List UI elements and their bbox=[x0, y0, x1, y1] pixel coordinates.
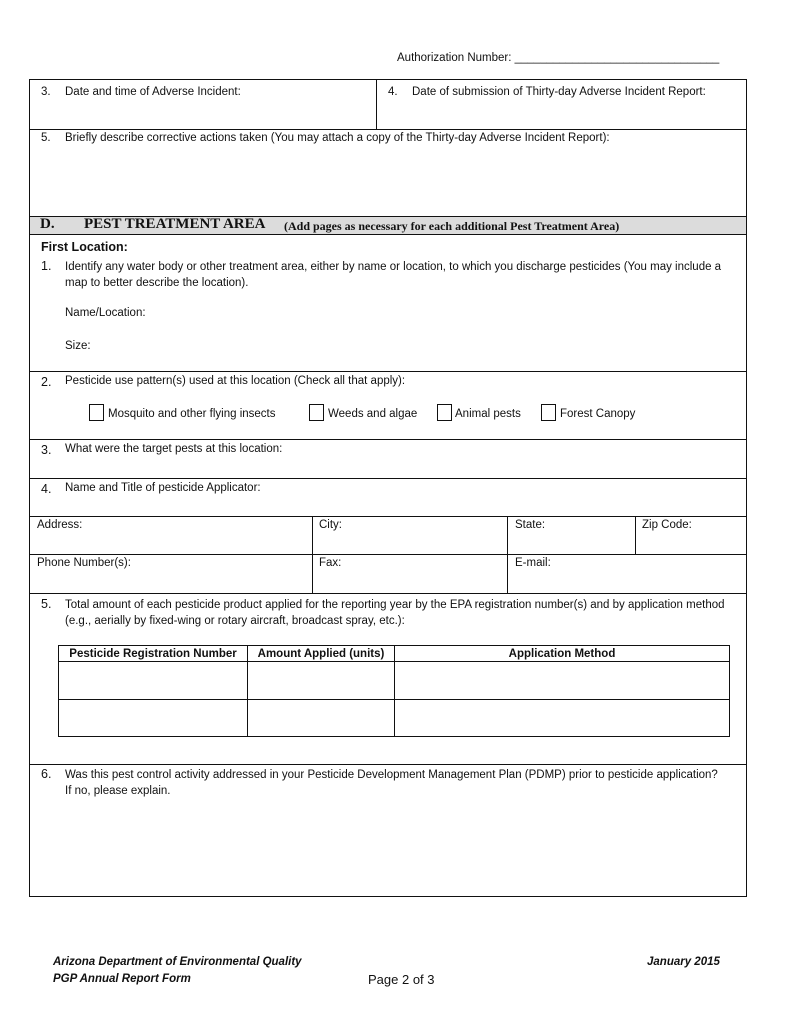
d-q2-number: 2. bbox=[41, 375, 52, 389]
first-location-heading: First Location: bbox=[41, 240, 128, 254]
animal-pests-checkbox[interactable] bbox=[437, 404, 452, 421]
row-divider bbox=[29, 593, 747, 594]
report-submission-date-label: Date of submission of Thirty-day Adverse Incident Report: bbox=[412, 86, 706, 98]
row-divider bbox=[29, 764, 747, 765]
zip-code-label: Zip Code: bbox=[642, 519, 692, 531]
q4-number: 4. bbox=[388, 86, 398, 98]
d-q4-number: 4. bbox=[41, 482, 52, 496]
amount-applied-cell[interactable] bbox=[248, 662, 395, 700]
amount-applied-header: Amount Applied (units) bbox=[248, 646, 395, 662]
frame-top-border bbox=[29, 79, 747, 80]
size-label: Size: bbox=[65, 340, 91, 352]
frame-right-border bbox=[746, 79, 747, 897]
weeds-algae-checkbox[interactable] bbox=[309, 404, 324, 421]
registration-number-cell[interactable] bbox=[59, 662, 248, 700]
animal-pests-checkbox-label: Animal pests bbox=[455, 408, 521, 420]
applicator-name-title-label: Name and Title of pesticide Applicator: bbox=[65, 482, 261, 494]
state-label: State: bbox=[515, 519, 546, 531]
authorization-number-label: Authorization Number: ________________________________ bbox=[397, 52, 720, 64]
q3-number: 3. bbox=[41, 86, 51, 98]
pdmp-question-label: Was this pest control activity addressed in your Pesticide Development Management Plan (PDMP) prior to pesticide application? If no, please explain. bbox=[65, 769, 718, 797]
amount-applied-cell[interactable] bbox=[248, 700, 395, 737]
d-q6-number: 6. bbox=[41, 767, 52, 781]
table-row bbox=[59, 662, 730, 700]
section-d-title: PEST TREATMENT AREA bbox=[84, 216, 266, 232]
mosquito-checkbox-label: Mosquito and other flying insects bbox=[108, 408, 276, 420]
table-row bbox=[59, 700, 730, 737]
frame-bottom-border bbox=[29, 896, 747, 897]
registration-number-header: Pesticide Registration Number bbox=[59, 646, 248, 662]
forest-canopy-checkbox-label: Forest Canopy bbox=[560, 408, 636, 420]
target-pests-label: What were the target pests at this location: bbox=[65, 443, 283, 455]
row-divider bbox=[29, 516, 747, 517]
d-q3-number: 3. bbox=[41, 443, 52, 457]
adverse-incident-date-label: Date and time of Adverse Incident: bbox=[65, 86, 241, 98]
footer-page-number: Page 2 of 3 bbox=[368, 972, 435, 987]
footer-department: Arizona Department of Environmental Quality bbox=[53, 956, 302, 968]
frame-left-border bbox=[29, 79, 30, 897]
phone-number-label: Phone Number(s): bbox=[37, 557, 131, 569]
d-q1-number: 1. bbox=[41, 259, 52, 273]
city-label: City: bbox=[319, 519, 342, 531]
application-method-cell[interactable] bbox=[395, 662, 730, 700]
row-divider bbox=[29, 478, 747, 479]
pesticide-application-table bbox=[58, 645, 730, 737]
row-divider bbox=[29, 129, 747, 130]
forest-canopy-checkbox[interactable] bbox=[541, 404, 556, 421]
footer-date: January 2015 bbox=[647, 956, 720, 968]
row-divider bbox=[376, 79, 377, 129]
email-label: E-mail: bbox=[515, 557, 551, 569]
row-divider bbox=[29, 371, 747, 372]
fax-label: Fax: bbox=[319, 557, 342, 569]
section-d-letter: D. bbox=[40, 216, 55, 232]
row-divider bbox=[29, 439, 747, 440]
d-q5-number: 5. bbox=[41, 597, 52, 611]
row-divider bbox=[635, 516, 636, 555]
weeds-algae-checkbox-label: Weeds and algae bbox=[328, 408, 418, 420]
pesticide-amount-label: Total amount of each pesticide product applied for the reporting year by the EPA registration number(s) and by application method (e.g., aerially by fixed-wing or rotary aircraft, broadcast spray, etc.): bbox=[65, 599, 725, 627]
application-method-header: Application Method bbox=[395, 646, 730, 662]
water-body-identification-label: Identify any water body or other treatment area, either by name or location, to which you discharge pesticides (You may include a map to better describe the location). bbox=[65, 261, 722, 289]
address-label: Address: bbox=[37, 519, 83, 531]
application-method-cell[interactable] bbox=[395, 700, 730, 737]
registration-number-cell[interactable] bbox=[59, 700, 248, 737]
name-location-label: Name/Location: bbox=[65, 307, 146, 319]
corrective-actions-label: Briefly describe corrective actions taken (You may attach a copy of the Thirty-day Adverse Incident Report): bbox=[65, 132, 610, 144]
q5-number: 5. bbox=[41, 132, 51, 144]
row-divider bbox=[29, 554, 747, 555]
section-d-subtitle: (Add pages as necessary for each additional Pest Treatment Area) bbox=[284, 219, 620, 233]
pesticide-use-pattern-label: Pesticide use pattern(s) used at this location (Check all that apply): bbox=[65, 375, 406, 387]
mosquito-checkbox[interactable] bbox=[89, 404, 104, 421]
footer-form-name: PGP Annual Report Form bbox=[53, 973, 191, 985]
row-divider bbox=[29, 234, 747, 235]
